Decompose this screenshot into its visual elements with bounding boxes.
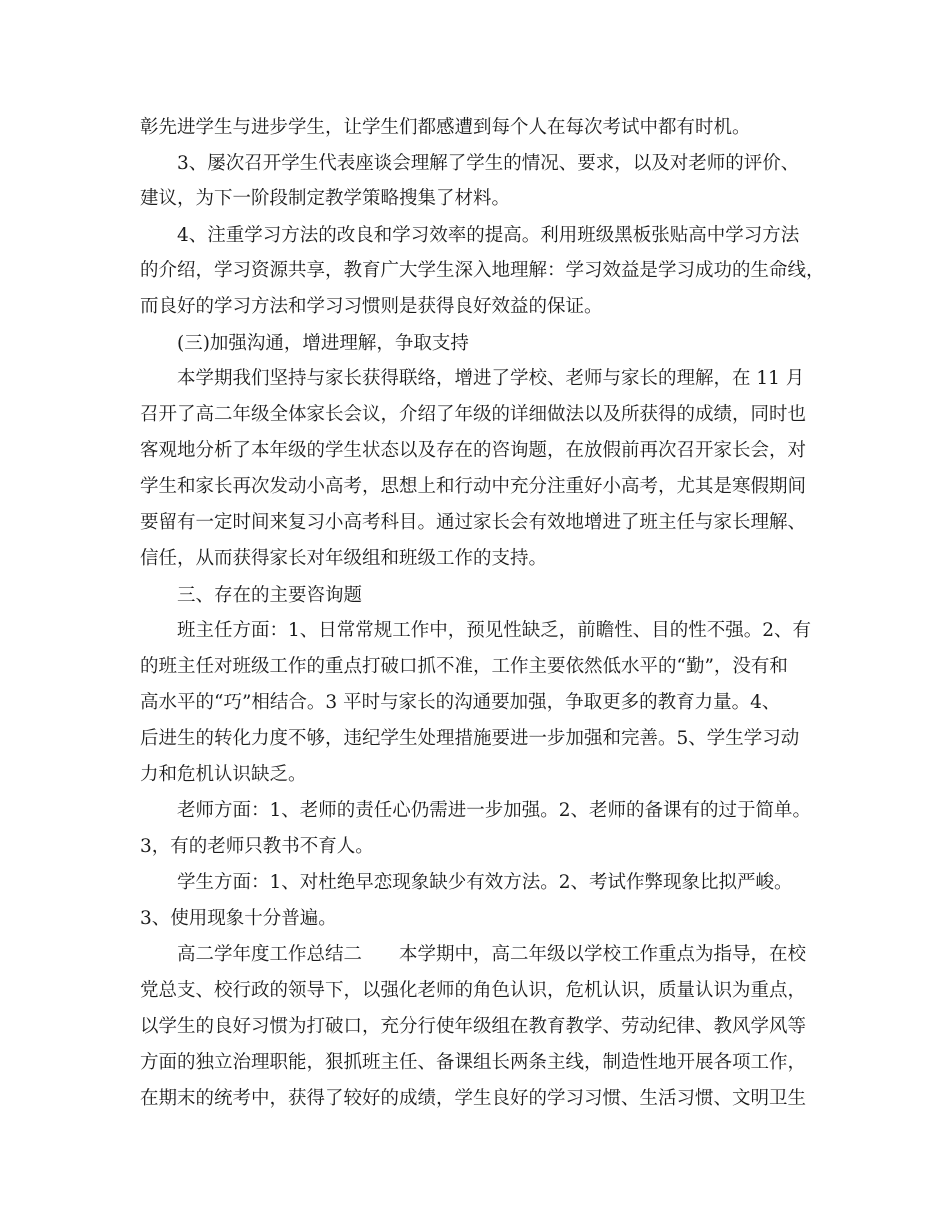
text-line-12: 要留有一定时间来复习小高考科目。通过家长会有效地增进了班主任与家长理解、	[140, 512, 807, 533]
text-line-11: 学生和家长再次发动小高考，思想上和行动中充分注重好小高考，尤其是寒假期间	[140, 476, 807, 497]
text-line-20: 老师方面：1、老师的责任心仍需进一步加强。2、老师的备课有的过于简单。	[177, 800, 812, 821]
text-line-10: 客观地分析了本年级的学生状态以及存在的咨询题，在放假前再次召开家长会，对	[140, 440, 807, 461]
text-line-28: 在期末的统考中，获得了较好的成绩，学生良好的学习习惯、生活习惯、文明卫生	[140, 1088, 807, 1109]
text-line-26: 以学生的良好习惯为打破口，充分行使年级组在教育教学、劳动纪律、教风学风等	[140, 1016, 807, 1037]
text-line-22: 学生方面：1、对杜绝早恋现象缺少有效方法。2、考试作弊现象比拟严峻。	[177, 872, 793, 893]
text-line-16: 的班主任对班级工作的重点打破口抓不准，工作主要依然低水平的“勤”，没有和	[140, 656, 788, 677]
text-line-27: 方面的独立治理职能，狠抓班主任、备课组长两条主线，制造性地开展各项工作，	[140, 1052, 807, 1073]
text-line-19: 力和危机认识缺乏。	[140, 764, 307, 785]
text-line-17: 高水平的“巧”相结合。3 平时与家长的沟通要加强，争取更多的教育力量。4、	[140, 692, 781, 713]
text-line-15: 班主任方面：1、日常常规工作中，预见性缺乏，前瞻性、目的性不强。2、有	[177, 620, 812, 641]
text-line-5: 的介绍，学习资源共享，教育广大学生深入地理解：学习效益是学习成功的生命线，	[140, 260, 825, 281]
text-line-4: 4、注重学习方法的改良和学习效率的提高。利用班级黑板张贴高中学习方法	[177, 225, 800, 246]
text-line-3: 建议，为下一阶段制定教学策略搜集了材料。	[140, 188, 511, 209]
text-line-2: 3、屡次召开学生代表座谈会理解了学生的情况、要求，以及对老师的评价、	[177, 153, 800, 174]
text-line-8: 本学期我们坚持与家长获得联络，增进了学校、老师与家长的理解，在 11 月	[177, 368, 805, 389]
section-heading-3: (三)加强沟通，增进理解，争取支持	[177, 333, 469, 354]
text-line-13: 信任，从而获得家长对年级组和班级工作的支持。	[140, 548, 548, 569]
text-line-6: 而良好的学习方法和学习习惯则是获得良好效益的保证。	[140, 296, 603, 317]
text-line-25: 党总支、校行政的领导下，以强化老师的角色认识，危机认识，质量认识为重点，	[140, 980, 807, 1001]
text-line-18: 后进生的转化力度不够，违纪学生处理措施要进一步加强和完善。5、学生学习动	[140, 728, 800, 749]
text-line-1: 彰先进学生与进步学生，让学生们都感遭到每个人在每次考试中都有时机。	[140, 117, 751, 138]
text-line-23: 3、使用现象十分普遍。	[140, 908, 337, 929]
text-line-21: 3，有的老师只教书不育人。	[140, 836, 374, 857]
text-line-24: 高二学年度工作总结二 本学期中，高二年级以学校工作重点为指导，在校	[177, 944, 807, 965]
text-line-9: 召开了高二年级全体家长会议，介绍了年级的详细做法以及所获得的成绩，同时也	[140, 404, 807, 425]
section-heading-problems: 三、存在的主要咨询题	[177, 585, 363, 606]
